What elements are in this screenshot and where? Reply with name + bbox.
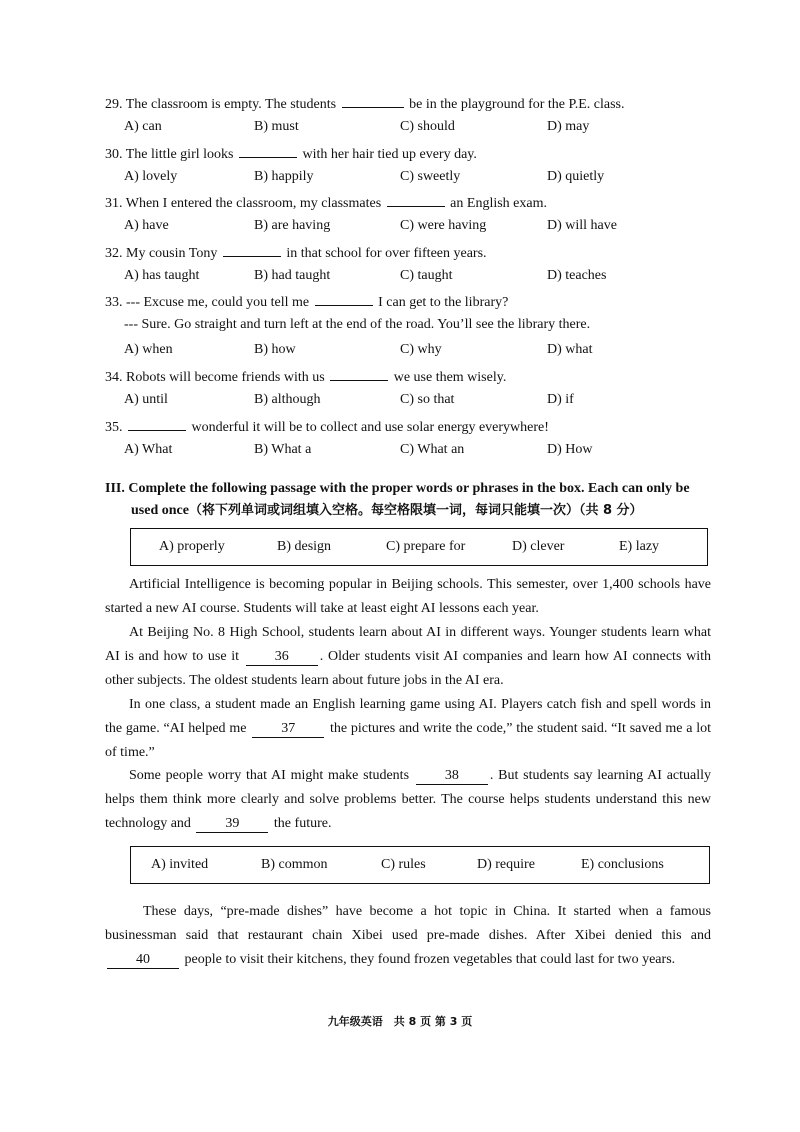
passage-1-para-3	[105, 693, 711, 765]
option-c[interactable]: C) should	[400, 119, 455, 134]
question-stem: --- Excuse me, could you tell me	[126, 295, 310, 310]
option-d[interactable]: D) may	[547, 119, 590, 134]
question-number: 31.	[105, 196, 123, 211]
blank-36[interactable]: 36	[246, 649, 318, 666]
paragraph-text: At Beijing No. 8 High School, students learn about AI in different ways. Younger students learn what AI is and how to use it	[105, 625, 711, 664]
option-d[interactable]: D) if	[547, 392, 574, 407]
paragraph-text: Some people worry that AI might make students	[129, 768, 410, 783]
question-stem: When I entered the classroom, my classmates	[125, 196, 382, 211]
option-b[interactable]: B) happily	[254, 169, 314, 184]
answer-blank[interactable]	[330, 366, 388, 381]
option-b[interactable]: B) must	[254, 119, 299, 134]
paragraph-text: Artificial Intelligence is becoming popular in Beijing schools. This semester, over 1,400 schools have started a new AI course. Students will take at least eight AI lessons each year.	[105, 577, 711, 616]
word-option: D) clever	[512, 539, 565, 554]
option-a[interactable]: A) What	[124, 442, 173, 457]
question-number: 29.	[105, 97, 123, 112]
blank-37[interactable]: 37	[252, 721, 324, 738]
passage-2-para-1	[105, 900, 711, 972]
dialogue-reply: --- Sure. Go straight and turn left at the end of the road. You’ll see the library there.	[124, 317, 591, 332]
question-number: 30.	[105, 147, 123, 162]
question-number: 35.	[105, 420, 123, 435]
option-b[interactable]: B) had taught	[254, 268, 331, 283]
paragraph-text: . But students say learning AI actually helps them think more clearly and solve problems better. The course helps students understand this new technology and	[105, 768, 712, 831]
paragraph-text: These days, “pre-made dishes” have become a hot topic in China. It started when a famous businessman said that restaurant chain Xibei used pre-made dishes. After Xibei denied this and	[105, 904, 711, 943]
question-stem-end: we use them wisely.	[393, 370, 507, 385]
question-stem: The little girl looks	[125, 147, 234, 162]
paragraph-text: people to visit their kitchens, they found frozen vegetables that could last for two years.	[184, 952, 676, 967]
word-option: C) prepare for	[386, 539, 466, 554]
option-c[interactable]: C) so that	[400, 392, 455, 407]
option-a[interactable]: A) has taught	[124, 268, 200, 283]
word-option: C) rules	[381, 857, 426, 872]
paragraph-text: In one class, a student made an English learning game using AI. Players catch fish and spell words in the game. “AI helped me	[105, 697, 711, 736]
option-d[interactable]: D) How	[547, 442, 593, 457]
passage-1-para-2	[105, 621, 711, 693]
word-option: A) invited	[151, 857, 209, 872]
answer-blank[interactable]	[387, 192, 445, 207]
answer-blank[interactable]	[342, 93, 404, 108]
option-a[interactable]: A) lovely	[124, 169, 178, 184]
blank-38[interactable]: 38	[416, 768, 488, 785]
option-c[interactable]: C) why	[400, 342, 442, 357]
question-stem: Robots will become friends with us	[126, 370, 325, 385]
question-number: 33.	[105, 295, 123, 310]
passage-1-para-4	[105, 764, 711, 836]
question-stem: My cousin Tony	[126, 246, 218, 261]
option-c[interactable]: C) were having	[400, 218, 487, 233]
word-option: B) design	[277, 539, 332, 554]
answer-blank[interactable]	[239, 143, 297, 158]
paragraph-text: . Older students visit AI companies and learn how AI connects with other subjects. The oldest students learn about future jobs in the AI era.	[105, 649, 711, 688]
option-a[interactable]: A) can	[124, 119, 162, 134]
option-b[interactable]: B) What a	[254, 442, 312, 457]
word-option: A) properly	[159, 539, 225, 554]
answer-blank[interactable]	[223, 242, 281, 257]
question-stem: The classroom is empty. The students	[125, 97, 337, 112]
section-heading-line2-en: used once	[131, 503, 189, 518]
option-d[interactable]: D) teaches	[547, 268, 607, 283]
question-number: 34.	[105, 370, 123, 385]
word-option: D) require	[477, 857, 535, 872]
word-box-2	[130, 846, 710, 884]
option-c[interactable]: C) What an	[400, 442, 465, 457]
answer-blank[interactable]	[128, 416, 186, 431]
word-option: E) lazy	[619, 539, 660, 554]
section-heading-line1: III. Complete the following passage with the proper words or phrases in the box. Each can only be	[105, 481, 690, 496]
section-heading-line2-cn: （将下列单词或词组填入空格。每空格限填一词，每词只能填一次）（共 8 分）	[188, 503, 643, 518]
blank-40[interactable]: 40	[107, 952, 179, 969]
option-c[interactable]: C) taught	[400, 268, 453, 283]
blank-39[interactable]: 39	[196, 816, 268, 833]
question-stem-end: in that school for over fifteen years.	[286, 246, 487, 261]
question-stem-end: wonderful it will be to collect and use solar energy everywhere!	[191, 420, 549, 435]
option-c[interactable]: C) sweetly	[400, 169, 461, 184]
option-a[interactable]: A) until	[124, 392, 168, 407]
option-b[interactable]: B) although	[254, 392, 321, 407]
question-stem-end: an English exam.	[450, 196, 547, 211]
option-d[interactable]: D) quietly	[547, 169, 605, 184]
answer-blank[interactable]	[315, 291, 373, 306]
question-stem-end: be in the playground for the P.E. class.	[409, 97, 625, 112]
question-stem-end: with her hair tied up every day.	[302, 147, 477, 162]
page-footer: 九年级英语 共 8 页 第 3 页	[327, 1015, 473, 1028]
paragraph-text: the future.	[273, 816, 332, 831]
word-option: B) common	[261, 857, 328, 872]
option-d[interactable]: D) will have	[547, 218, 617, 233]
paragraph-text: the pictures and write the code,” the student said. “It saved me a lot of time.”	[105, 721, 712, 760]
option-b[interactable]: B) are having	[254, 218, 331, 233]
option-d[interactable]: D) what	[547, 342, 593, 357]
word-option: E) conclusions	[581, 857, 664, 872]
option-b[interactable]: B) how	[254, 342, 296, 357]
option-a[interactable]: A) when	[124, 342, 173, 357]
option-a[interactable]: A) have	[124, 218, 169, 233]
passage-1-para-1	[105, 573, 711, 621]
question-number: 32.	[105, 246, 123, 261]
question-stem-end: I can get to the library?	[378, 295, 509, 310]
word-box-1	[130, 528, 708, 566]
